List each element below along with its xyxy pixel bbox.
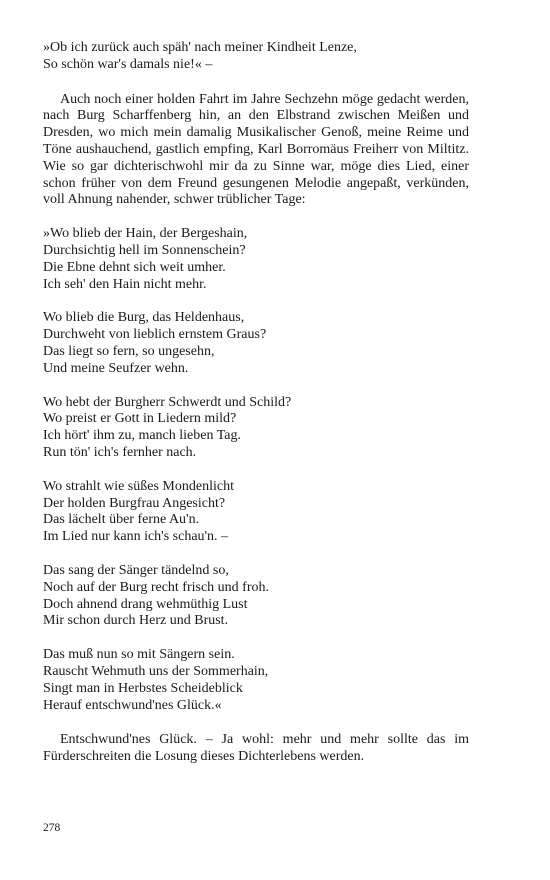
page-number: 278 [43,822,61,834]
verse-line: Das lächelt über ferne Au'n. [43,512,200,528]
quote-line: »Ob ich zurück auch späh' nach meiner Kindheit Lenze, [43,40,357,55]
poem-stanza [43,479,469,546]
verse-line: Herauf entschwund'nes Glück.« [43,697,222,713]
verse-line: Singt man in Herbstes Scheideblick [43,680,243,696]
verse-line: Durchweht von lieblich ernstem Graus? [43,327,267,343]
verse-line: Wo preist er Gott in Liedern mild? [43,411,237,427]
verse-line: Und meine Seufzer wehn. [43,360,189,376]
verse-line: Run tön' ich's fernher nach. [43,444,197,460]
page-body [43,40,469,766]
poem-stanza [43,563,469,630]
verse-line: Im Lied nur kann ich's schau'n. – [43,529,229,545]
poem-stanza [43,226,469,293]
verse-line: »Wo blieb der Hain, der Bergeshain, [43,226,248,242]
verse-line: Ich seh' den Hain nicht mehr. [43,276,207,292]
verse-line: Wo blieb die Burg, das Heldenhaus, [43,310,245,326]
verse-line: Der holden Burgfrau Angesicht? [43,495,226,511]
verse-line: Die Ebne dehnt sich weit umher. [43,259,226,275]
poem-stanza [43,647,469,714]
verse-line: Das muß nun so mit Sängern sein. [43,647,235,663]
verse-line: Durchsichtig hell im Sonnenschein? [43,242,246,258]
verse-line: Das liegt so fern, so ungesehn, [43,343,215,359]
verse-line: Wo hebt der Burgherr Schwerdt und Schild? [43,394,292,410]
verse-line: Ich hört' ihm zu, manch lieben Tag. [43,428,242,444]
poem-stanza [43,310,469,377]
quote-line: So schön war's damals nie!« – [43,56,213,72]
opening-quote [43,40,469,74]
verse-line: Noch auf der Burg recht frisch und froh. [43,579,270,595]
verse-line: Mir schon durch Herz und Brust. [43,613,229,629]
verse-line: Rauscht Wehmuth uns der Sommerhain, [43,663,269,679]
verse-line: Doch ahnend drang wehmüthig Lust [43,596,248,612]
paragraph: Entschwund'nes Glück. – Ja wohl: mehr und mehr sollte das im Fürderschreiten die Losung dieses Dichterlebens werden. [43,732,469,765]
verse-line: Wo strahlt wie süßes Mondenlicht [43,478,234,494]
verse-line: Das sang der Sänger tändelnd so, [43,562,229,578]
paragraph: Auch noch einer holden Fahrt im Jahre Sechzehn möge gedacht werden, nach Burg Scharffenberg hin, an den Elbstrand zwischen Meißen und Dresden, wo mich mein damalig Musikalischer Genoß, meine Reime und Töne aushauchend, gastlich empfing, Karl Borromäus Freiherr von Miltitz. Wie so gar dichterischwohl mir da zu Sinne war, möge dies Lied, einer schon früher von dem Freund gesungenen Melodie angepaßt, verkünden, voll Ahnung nahender, schwer trüblicher Tage: [43,91,469,208]
poem-stanza [43,395,469,462]
